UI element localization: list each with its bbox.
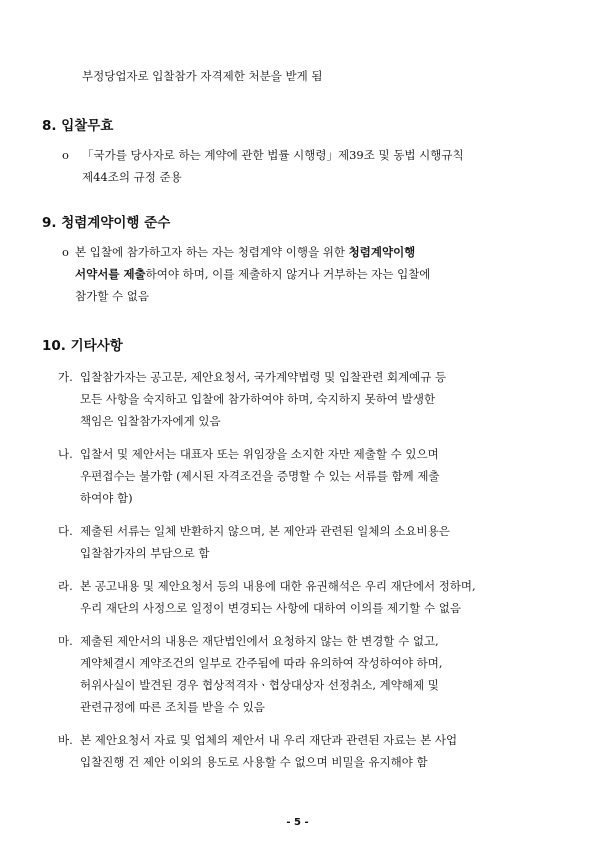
- section-9-line-1-bold: 청렴계약이행: [348, 245, 416, 259]
- section-9-bullet: o: [62, 245, 69, 259]
- item-ga-line-1: 입찰참가자는 공고문, 제안요청서, 국가계약법령 및 입찰관련 회계예규 등: [80, 370, 447, 384]
- section-8-bullet: o: [62, 148, 69, 162]
- section-9-line-2-text: 하여야 하며, 이를 제출하지 않거나 거부하는 자는 입찰에: [145, 267, 431, 281]
- item-ma-mark: 마.: [58, 634, 73, 648]
- section-8-line-1: 「국가를 당사자로 하는 계약에 관한 법률 시행령」제39조 및 동법 시행규칙: [82, 148, 464, 162]
- section-10-heading: 10. 기타사항: [42, 338, 123, 354]
- item-ga-line-2: 모든 사항을 숙지하고 입찰에 참가하여야 하며, 숙지하지 못하여 발생한: [80, 392, 436, 406]
- item-da-mark: 다.: [58, 524, 73, 538]
- item-na-line-3: 하여야 함): [80, 491, 133, 505]
- item-da-line-1: 제출된 서류는 일체 반환하지 않으며, 본 제안과 관련된 일체의 소요비용은: [80, 524, 450, 538]
- item-ba-mark: 바.: [58, 733, 73, 747]
- item-na-line-1: 입찰서 및 제안서는 대표자 또는 위임장을 소지한 자만 제출할 수 있으며: [80, 447, 439, 461]
- section-9-line-1-text: 본 입찰에 참가하고자 하는 자는 청렴계약 이행을 위한: [75, 245, 349, 259]
- intro-line: 부정당업자로 입찰참가 자격제한 처분을 받게 됨: [82, 69, 323, 83]
- item-ra-line-1: 본 공고내용 및 제안요청서 등의 내용에 대한 유권해석은 우리 재단에서 정하며,: [80, 579, 476, 593]
- page-number: - 5 -: [286, 817, 309, 828]
- item-na-line-2: 우편접수는 불가함 (제시된 자격조건을 증명할 수 있는 서류를 함께 제출: [80, 469, 440, 483]
- section-8-heading: 8. 입찰무효: [42, 118, 114, 134]
- item-ma-line-3: 허위사실이 발견된 경우 협상적격자ㆍ협상대상자 선정취소, 계약해제 및: [80, 678, 439, 692]
- item-ra-line-2: 우리 재단의 사정으로 일정이 변경되는 사항에 대하여 이의를 제기할 수 없음: [80, 601, 461, 615]
- item-ga-mark: 가.: [58, 370, 73, 384]
- item-ma-line-2: 계약체결시 계약조건의 일부로 간주됨에 따라 유의하여 작성하여야 하며,: [80, 656, 443, 670]
- item-ba-line-2: 입찰진행 건 제안 이외의 용도로 사용할 수 없으며 비밀을 유지해야 함: [80, 755, 428, 769]
- section-9-line-3: 참가할 수 없음: [75, 289, 149, 303]
- item-na-mark: 나.: [58, 447, 73, 461]
- section-9-line-2-bold: 서약서를 제출: [75, 267, 146, 281]
- item-ma-line-4: 관련규정에 따른 조치를 받을 수 있음: [80, 700, 265, 714]
- item-ga-line-3: 책임은 입찰참가자에게 있음: [80, 414, 221, 428]
- section-9-line-1: [75, 244, 415, 260]
- section-9-line-2: [75, 266, 430, 282]
- item-ma-line-1: 제출된 제안서의 내용은 재단법인에서 요청하지 않는 한 변경할 수 없고,: [80, 634, 439, 648]
- section-9-heading: 9. 청렴계약이행 준수: [42, 215, 171, 231]
- section-8-line-2: 제44조의 규정 준용: [82, 170, 182, 184]
- item-ba-line-1: 본 제안요청서 자료 및 업체의 제안서 내 우리 재단과 관련된 자료는 본 사업: [80, 733, 458, 747]
- item-ra-mark: 라.: [58, 579, 73, 593]
- item-da-line-2: 입찰참가자의 부담으로 함: [80, 546, 210, 560]
